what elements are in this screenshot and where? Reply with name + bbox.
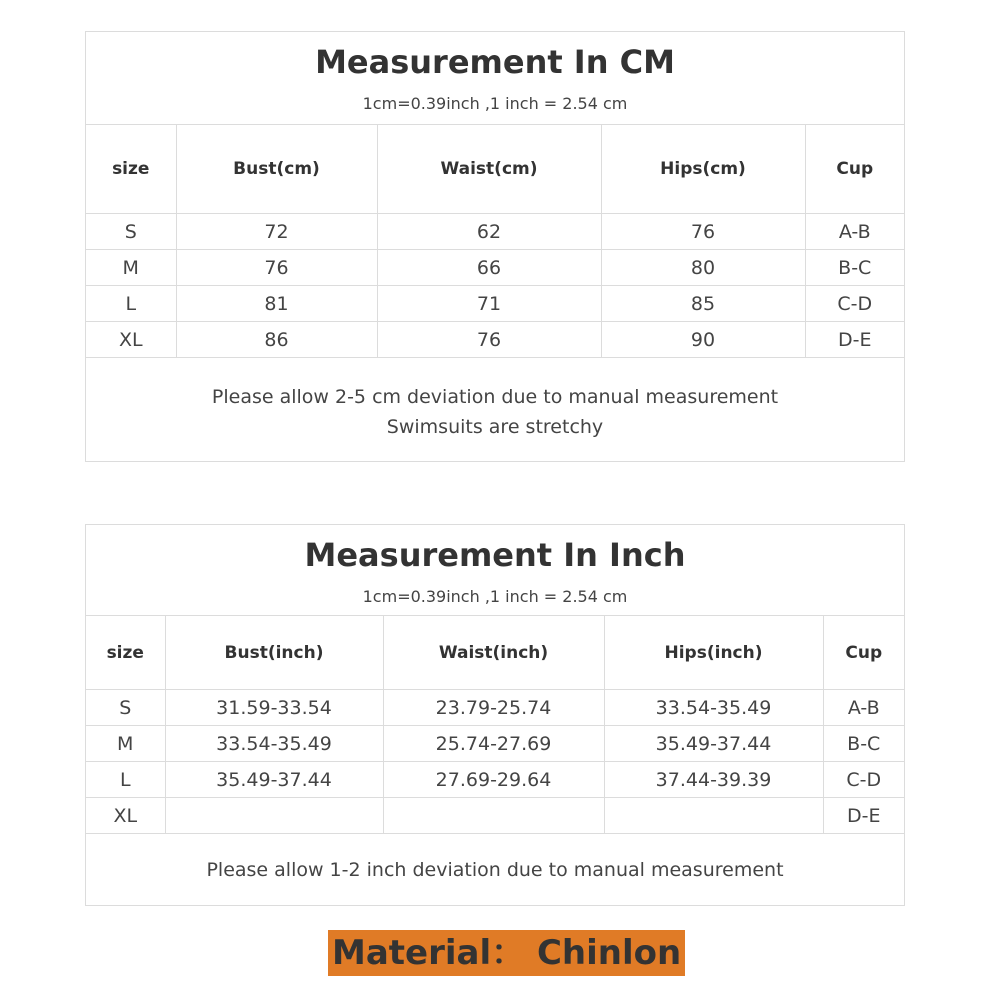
note-line: Swimsuits are stretchy	[386, 416, 604, 438]
column-header: Waist(cm)	[377, 125, 601, 214]
table-cell: 62	[377, 214, 601, 250]
material-label: Material： Chinlon	[328, 930, 685, 976]
inch-chart-title: Measurement In Inch	[304, 536, 686, 574]
table-cell: 85	[601, 286, 805, 322]
column-header: Cup	[805, 125, 904, 214]
table-cell: 72	[176, 214, 377, 250]
column-header: size	[86, 125, 176, 214]
table-cell: 80	[601, 250, 805, 286]
table-row	[86, 250, 904, 286]
table-cell: 23.79-25.74	[383, 690, 604, 726]
table-header-row	[86, 616, 904, 690]
cm-chart-header	[86, 32, 904, 125]
table-row	[86, 286, 904, 322]
inch-size-table	[86, 616, 904, 834]
table-header-row	[86, 125, 904, 214]
table-cell: D-E	[823, 798, 904, 834]
table-cell: XL	[86, 798, 165, 834]
table-cell: XL	[86, 322, 176, 358]
table-cell: C-D	[805, 286, 904, 322]
table-cell: L	[86, 286, 176, 322]
table-cell: 33.54-35.49	[604, 690, 823, 726]
table-cell: B-C	[805, 250, 904, 286]
table-cell: 35.49-37.44	[165, 762, 383, 798]
table-cell: 76	[377, 322, 601, 358]
table-cell: 27.69-29.64	[383, 762, 604, 798]
table-cell: 66	[377, 250, 601, 286]
column-header: Bust(inch)	[165, 616, 383, 690]
cm-conversion-note: 1cm=0.39inch ,1 inch = 2.54 cm	[362, 94, 628, 113]
note-line: Please allow 1-2 inch deviation due to manual measurement	[206, 859, 784, 881]
cm-size-table	[86, 125, 904, 358]
table-cell: M	[86, 250, 176, 286]
table-row	[86, 322, 904, 358]
column-header: Cup	[823, 616, 904, 690]
table-cell: 90	[601, 322, 805, 358]
table-cell: B-C	[823, 726, 904, 762]
table-cell: 71	[377, 286, 601, 322]
table-row	[86, 690, 904, 726]
table-cell: A-B	[805, 214, 904, 250]
column-header: size	[86, 616, 165, 690]
table-cell: 33.54-35.49	[165, 726, 383, 762]
table-cell: L	[86, 762, 165, 798]
table-cell: 35.49-37.44	[604, 726, 823, 762]
table-cell: A-B	[823, 690, 904, 726]
inch-deviation-note	[86, 834, 904, 885]
table-cell	[383, 798, 604, 834]
table-cell: M	[86, 726, 165, 762]
cm-size-chart	[85, 31, 905, 462]
cm-deviation-note	[86, 358, 904, 442]
table-cell: S	[86, 690, 165, 726]
note-line: Please allow 2-5 cm deviation due to manual measurement	[211, 386, 779, 408]
table-cell: D-E	[805, 322, 904, 358]
table-cell: 37.44-39.39	[604, 762, 823, 798]
table-cell: 81	[176, 286, 377, 322]
table-cell: 86	[176, 322, 377, 358]
table-cell	[604, 798, 823, 834]
table-cell	[165, 798, 383, 834]
column-header: Waist(inch)	[383, 616, 604, 690]
table-cell: 25.74-27.69	[383, 726, 604, 762]
table-row	[86, 798, 904, 834]
table-row	[86, 762, 904, 798]
table-cell: 76	[601, 214, 805, 250]
table-cell: 76	[176, 250, 377, 286]
column-header: Hips(cm)	[601, 125, 805, 214]
table-cell: 31.59-33.54	[165, 690, 383, 726]
inch-conversion-note: 1cm=0.39inch ,1 inch = 2.54 cm	[362, 587, 628, 606]
table-row	[86, 214, 904, 250]
inch-chart-header	[86, 525, 904, 616]
column-header: Hips(inch)	[604, 616, 823, 690]
column-header: Bust(cm)	[176, 125, 377, 214]
table-cell: S	[86, 214, 176, 250]
table-row	[86, 726, 904, 762]
cm-chart-title: Measurement In CM	[315, 43, 675, 81]
table-cell: C-D	[823, 762, 904, 798]
inch-size-chart	[85, 524, 905, 906]
